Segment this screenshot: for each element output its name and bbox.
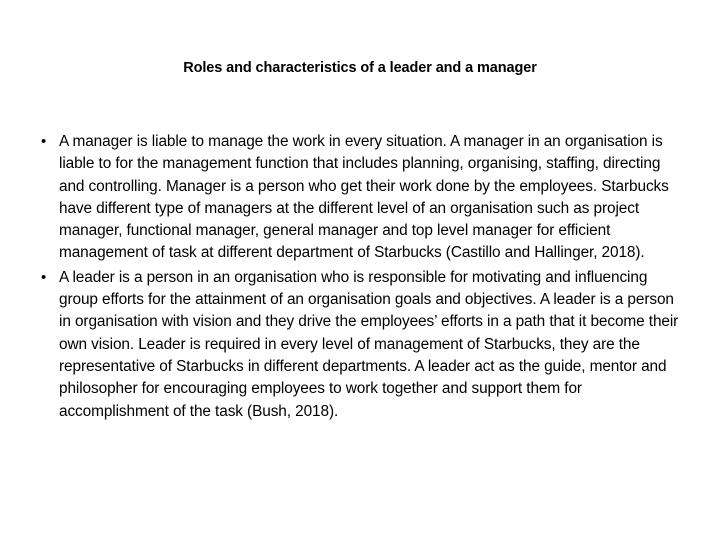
bullet-list xyxy=(40,131,688,425)
slide-title: Roles and characteristics of a leader and a manager xyxy=(183,60,537,76)
bullet-item-manager xyxy=(40,131,688,265)
bullet-marker: • xyxy=(41,268,47,286)
bullet-marker: • xyxy=(41,133,47,150)
bullet-item-leader xyxy=(40,267,688,423)
bullet-text-manager: A manager is liable to manage the work in every situation. A manager in an organisation is liable to for the management function that includes planning, organising, staffing, directing and controlling. Manager is a person who get their work done by the employees. Starbucks have different type of managers at the different level of an organisation such as project manager, functional manager, general manager and top level manager for efficient management of task at different department of Starbucks (Castillo and Hallinger, 2018). xyxy=(59,133,673,262)
bullet-text-leader: A leader is a person in an organisation who is responsible for motivating and influencing group efforts for the attainment of an organisation goals and objectives. A leader is a person in organisation with vision and they drive the employees’ efforts in a path that it become their own vision. Leader is required in every level of management of Starbucks, they are the representative of Starbucks in different departments. A leader act as the guide, mentor and philosopher for encouraging employees to work together and support them for accomplishment of the task (Bush, 2018). xyxy=(59,268,679,420)
